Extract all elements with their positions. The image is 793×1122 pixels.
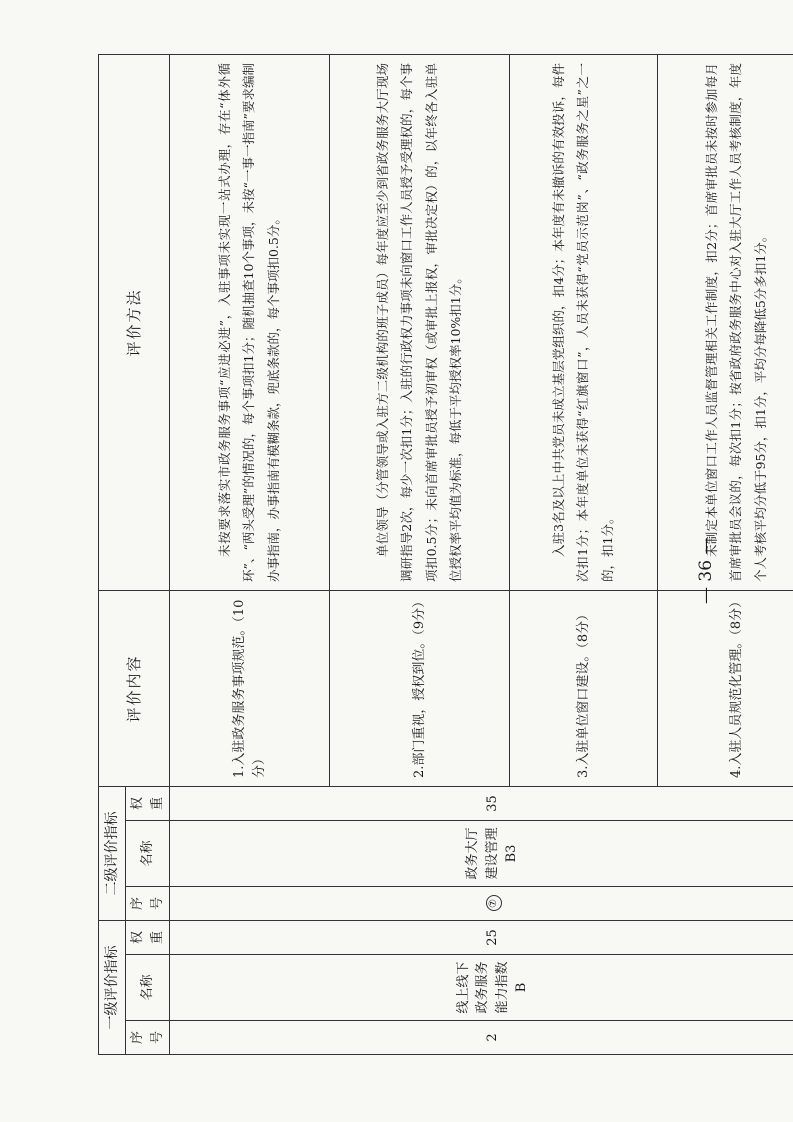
row-2-content: 2.部门重视，授权到位。（9分） (330, 591, 510, 787)
row-1-method (170, 55, 330, 591)
method-header: 评价方法 (99, 55, 170, 591)
row-3-method-text: 入驻3名及以上中共党员未成立基层党组织的，扣4分；本年度有未撤诉的有效投诉，每件次扣1分；本年度单位未获得“红旗窗口”，人员未获得“党员示范岗”、“政务服务之星”之一的，扣1分。 (550, 63, 615, 582)
level2-weight: 35 (170, 787, 793, 821)
serial-header: 序号 (126, 1021, 170, 1055)
weight2-header: 权重 (126, 787, 170, 821)
row-3-method (510, 55, 658, 591)
rotated-table-container (98, 55, 793, 1055)
level1-name: 线上线下政务服务能力指数B (170, 955, 793, 1021)
name-header: 名称 (126, 955, 170, 1021)
table-header-row-1 (99, 55, 126, 1055)
name2-header: 名称 (126, 821, 170, 887)
level1-group-header: 一级评价指标 (99, 921, 126, 1055)
weight-header: 权重 (126, 921, 170, 955)
evaluation-table (98, 54, 793, 1055)
level1-serial: 2 (170, 1021, 793, 1055)
serial2-header: 序号 (126, 887, 170, 921)
level2-serial (170, 887, 793, 921)
level2-name: 政务大厅建设管理B3 (170, 821, 793, 887)
row-4-content: 4.入驻人员规范化管理。（8分） (658, 591, 793, 787)
row-4-method-text: 未制定本单位窗口工作人员监督管理相关工作制度，扣2分；首席审批员未按时参加每月首席审批员会议的，每次扣1分；按省政府政务服务中心对入驻大厅工作人员考核制度，年度个人考核平均分低于95分，扣1分，平均分每降低5分多扣1分。 (703, 63, 768, 582)
content-header: 评价内容 (99, 591, 170, 787)
row-4-method (658, 55, 793, 591)
row-1-content: 1.入驻政务服务事项规范。（10分） (170, 591, 330, 787)
row-2-method-text: 单位领导（分管领导或入驻方二级机构的班子成员）每年度应至少到省政务服务大厅现场调研指导2次，每少一次扣1分；入驻的行政权力事项未向窗口工作人员授予受理权的，每个事项扣0.5分；未向首席审批员授予初审权（或审批上报权，审批决定权）的，以年终各入驻单位授权率平均值为标准，每低于平均授权率10%扣1分。 (374, 63, 463, 582)
row-1-method-text: 未按要求落实市政务服务事项“应进必进”，入驻事项未实现一站式办理，存在“体外循环”、“两头受理”的情况的，每个事项扣1分；随机抽查10个事项，未按“一事一指南”要求编制办事指南，办事指南有模糊条款，兜底条款的，每个事项扣0.5分。 (216, 63, 281, 582)
page-number: — 36 — (696, 537, 716, 604)
level2-serial-value: ⑦ (486, 896, 502, 912)
row-3-content: 3.入驻单位窗口建设。（8分） (510, 591, 658, 787)
level2-group-header: 二级评价指标 (99, 787, 126, 921)
level1-weight: 25 (170, 921, 793, 955)
row-2-method (330, 55, 510, 591)
table-row (170, 55, 330, 1055)
